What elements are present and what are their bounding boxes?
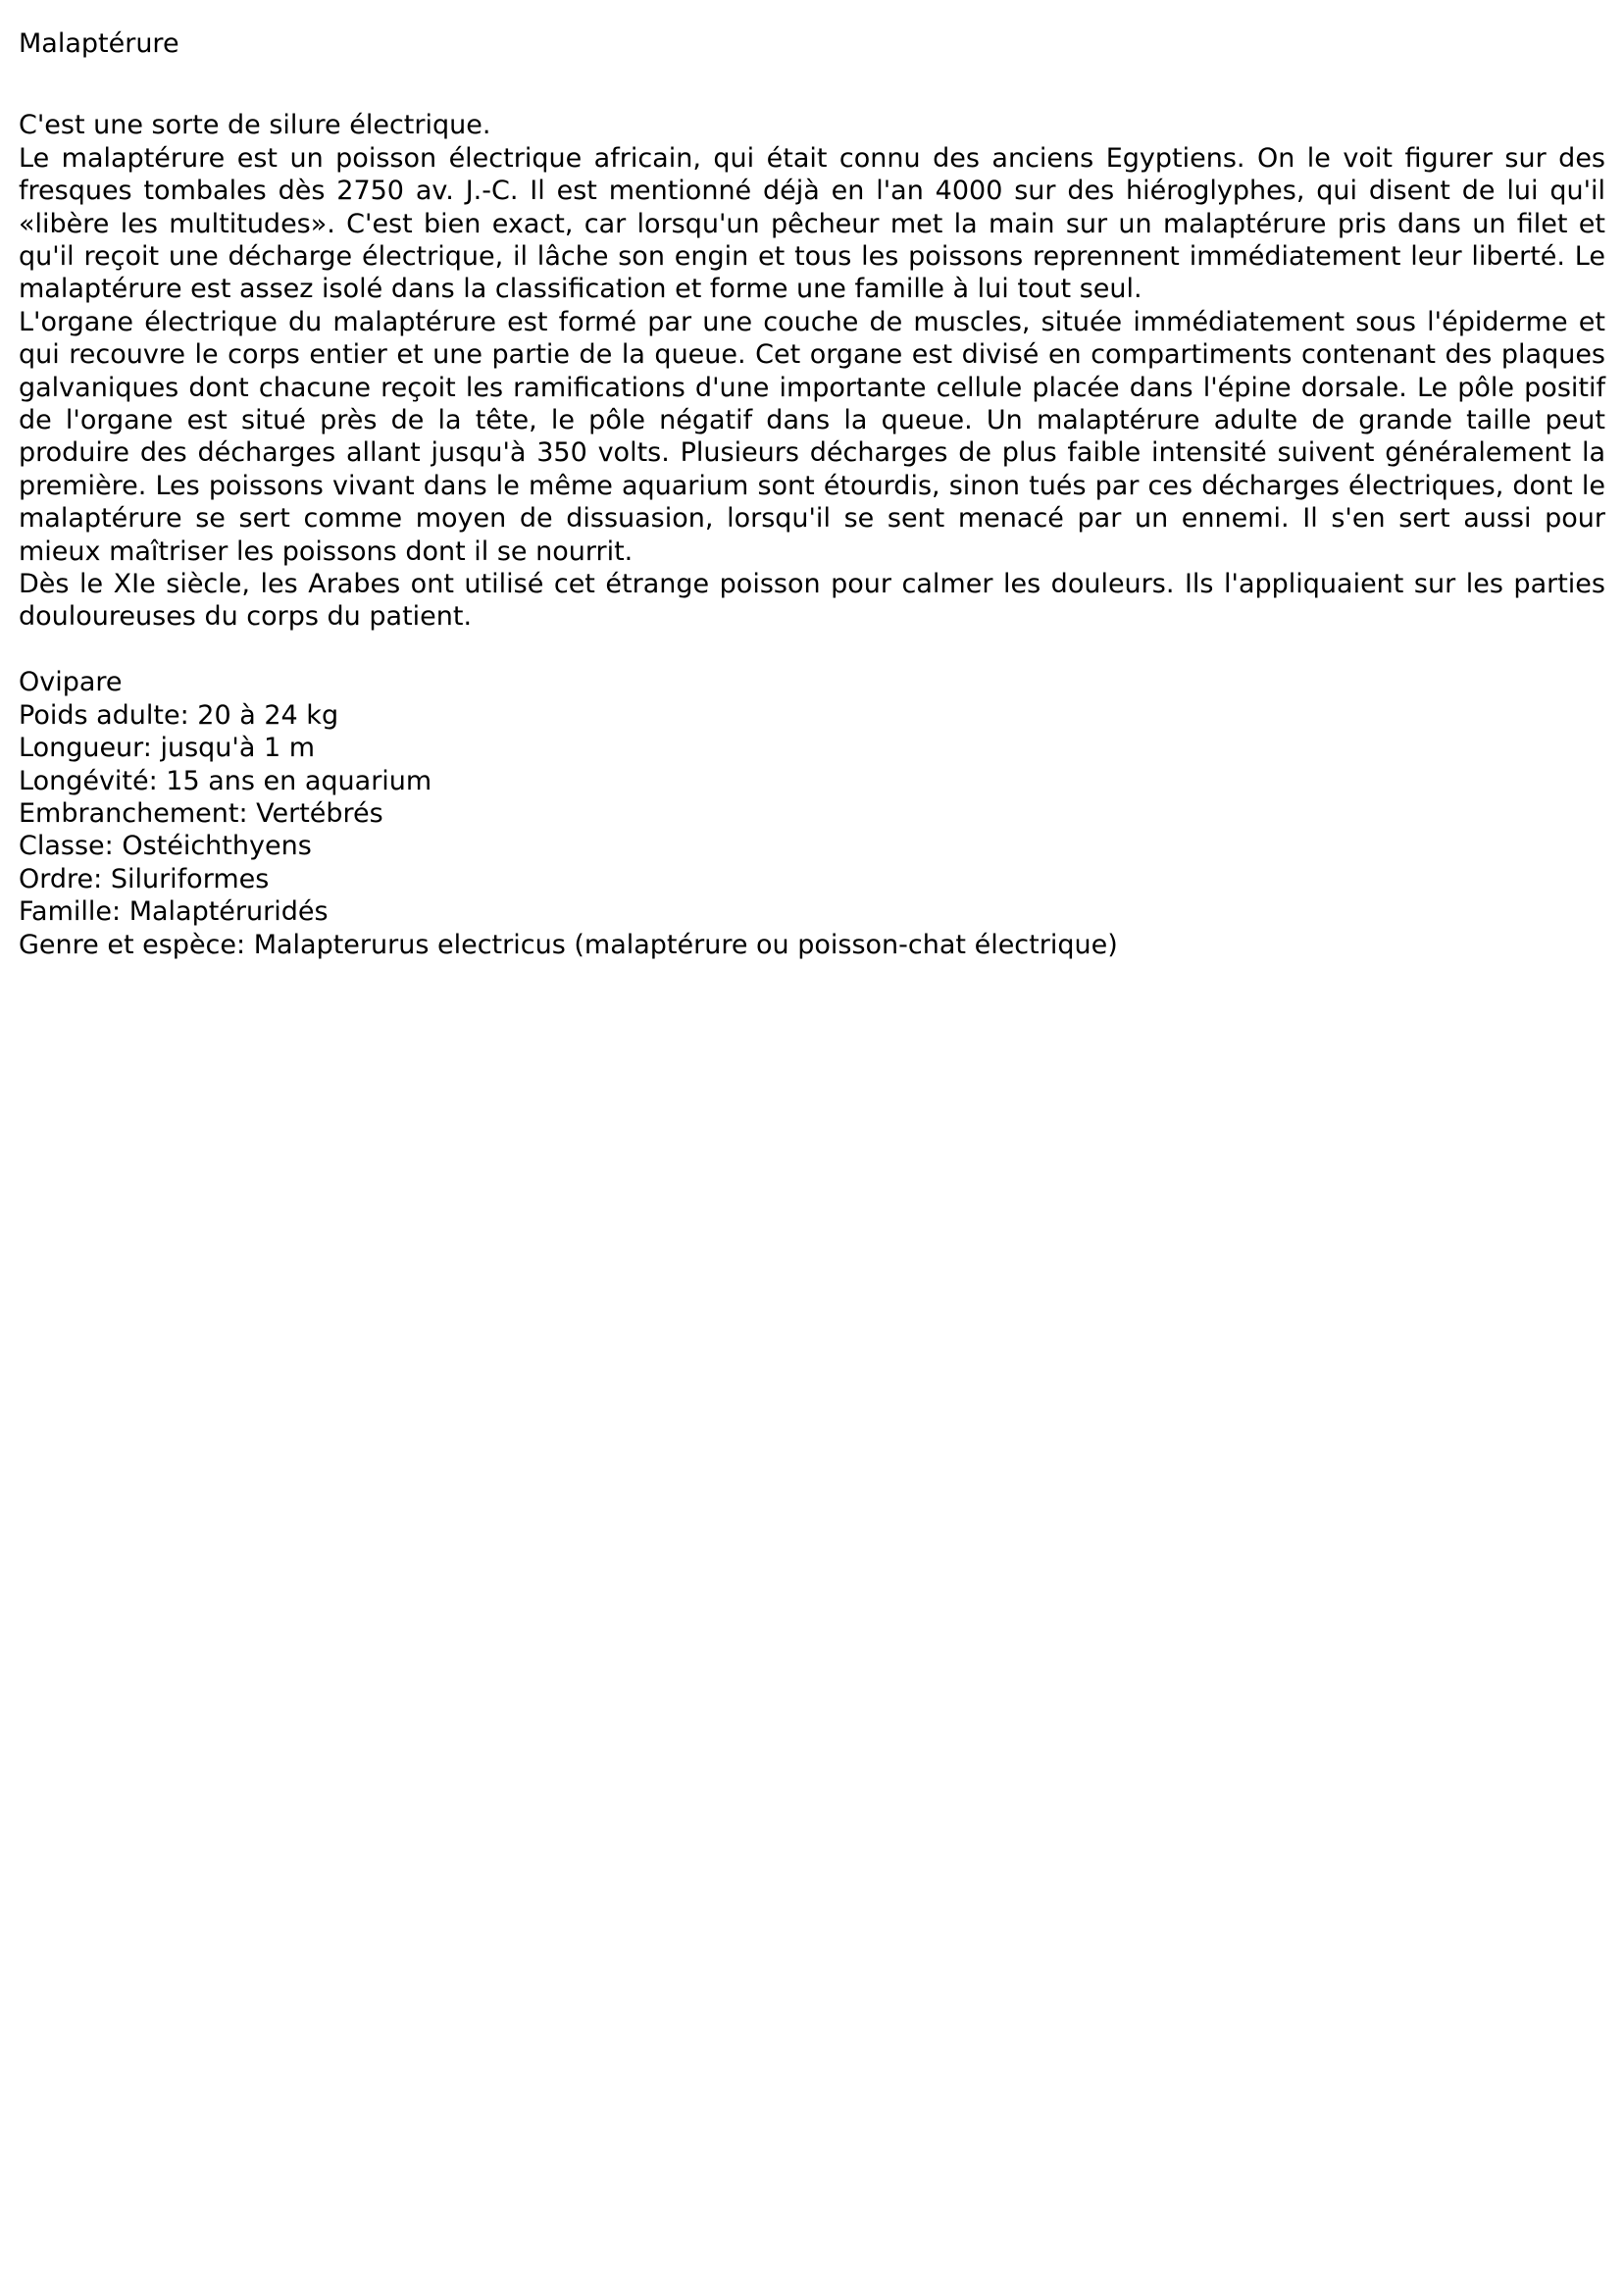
fact-class: Classe: Ostéichthyens — [19, 831, 312, 862]
fact-reproduction: Ovipare — [19, 667, 123, 698]
fact-length: Longueur: jusqu'à 1 m — [19, 733, 316, 764]
paragraph-history: Le malaptérure est un poisson électrique africain, qui était connu des anciens Egyptiens. On le voit figurer sur des fresques tombales dès 2750 av. J.-C. Il est mentionné déjà en l'an 4000 sur des hiéroglyphes, qui disent de lui qu'il «libère les multitudes». C'est bien exact, car lorsqu'un pêcheur met la main sur un malaptérure pris dans un filet et qu'il reçoit une décharge électrique, il lâche son engin et tous les poissons reprennent immédiatement leur liberté. Le malaptérure est assez isolé dans la classification et forme une famille à lui tout seul. — [19, 142, 1605, 305]
fact-longevity: Longévité: 15 ans en aquarium — [19, 765, 432, 796]
document-page — [19, 27, 1605, 961]
title-spacer — [19, 60, 1605, 109]
paragraph-medical-use: Dès le XIe siècle, les Arabes ont utilisé cet étrange poisson pour calmer les douleurs. Ils l'appliquaient sur les parties douloureuses du corps du patient. — [19, 569, 1605, 633]
fact-order: Ordre: Siluriformes — [19, 863, 270, 894]
fact-phylum: Embranchement: Vertébrés — [19, 797, 383, 829]
section-spacer — [19, 634, 1605, 666]
fact-family: Famille: Malaptéruridés — [19, 896, 329, 928]
document-title: Malaptérure — [19, 28, 179, 59]
fact-weight: Poids adulte: 20 à 24 kg — [19, 699, 339, 731]
facts-list — [19, 666, 1605, 961]
paragraph-electric-organ: L'organe électrique du malaptérure est formé par une couche de muscles, située immédiatement sous l'épiderme et qui recouvre le corps entier et une partie de la queue. Cet organe est divisé en compartiments contenant des plaques galvaniques dont chacune reçoit les ramifications d'une importante cellule placée dans l'épine dorsale. Le pôle positif de l'organe est situé près de la tête, le pôle négatif dans la queue. Un malaptérure adulte de grande taille peut produire des décharges allant jusqu'à 350 volts. Plusieurs décharges de plus faible intensité suivent généralement la première. Les poissons vivant dans le même aquarium sont étourdis, sinon tués par ces décharges électriques, dont le malaptérure se sert comme moyen de dissuasion, lorsqu'il se sent menacé par un ennemi. Il s'en sert aussi pour mieux maîtriser les poissons dont il se nourrit. — [19, 306, 1605, 567]
fact-genus-species: Genre et espèce: Malapterurus electricus (malaptérure ou poisson-chat électrique) — [19, 929, 1118, 960]
paragraph-intro: C'est une sorte de silure électrique. — [19, 110, 491, 141]
